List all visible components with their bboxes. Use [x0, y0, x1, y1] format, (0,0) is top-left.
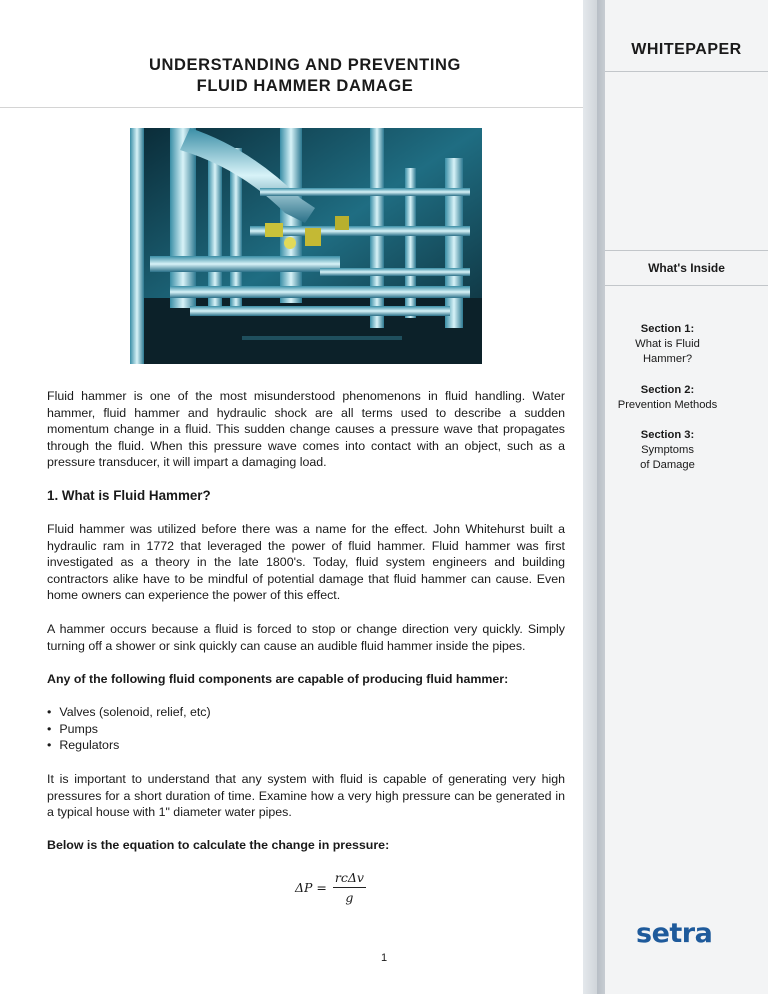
list-item: • Regulators	[47, 737, 211, 754]
list-item: • Valves (solenoid, relief, etc)	[47, 704, 211, 721]
title-line-1: UNDERSTANDING AND PREVENTING	[149, 56, 461, 74]
sidebar-section-3	[605, 428, 730, 473]
equation-numerator: rcΔv	[333, 870, 366, 888]
title-divider	[0, 107, 583, 108]
binding-band-light	[583, 0, 597, 994]
page-title	[100, 55, 510, 97]
binding-band-dark	[597, 0, 605, 994]
pressure-equation	[295, 870, 366, 905]
section-text: Prevention Methods	[617, 399, 718, 411]
equation-lhs: ΔP =	[295, 880, 327, 895]
list-item: • Pumps	[47, 721, 211, 738]
components-intro: Any of the following fluid components are capable of producing fluid hammer:	[47, 672, 509, 686]
section-heading: Section 2:	[640, 384, 695, 396]
sidebar	[605, 0, 768, 994]
section-text: What is Fluid Hammer?	[635, 338, 700, 365]
setra-logo	[636, 918, 712, 949]
equation-denominator: g	[345, 890, 354, 905]
whats-inside-title: What's Inside	[648, 261, 725, 275]
intro-paragraph: Fluid hammer is one of the most misunderstood phenomenons in fluid handling. Water hammer, fluid hammer and hydraulic shock are all terms used to describe a sudden momentum change in a fluid. This sudden change causes a pressure wave that propagates through the fluid. When this pressure wave comes into contact with an object, such as a pressure transducer, it will impart a damaging load.	[47, 389, 565, 470]
sidebar-section-2	[605, 383, 730, 413]
equation-fraction	[333, 870, 366, 905]
sidebar-divider	[605, 71, 768, 72]
section-heading: Section 1:	[640, 323, 695, 335]
section-heading: Section 3:	[640, 429, 695, 441]
industrial-pipes-photo	[130, 128, 482, 364]
title-line-2: FLUID HAMMER DAMAGE	[196, 77, 414, 95]
section-text: Symptoms of Damage	[640, 444, 695, 471]
sidebar-section-1	[605, 322, 730, 367]
section-1-paragraph-1: Fluid hammer was utilized before there was a name for the effect. John Whitehurst built a hydraulic ram in 1772 that leveraged the power of fluid hammer. Fluid hammer was first investigated as a theory in the late 1800's. Today, fluid system engineers and building contractors alike have to be mindful of potential damage that fluid hammer can cause. Even home owners can experience the power of this effect.	[47, 522, 565, 603]
page-number: 1	[381, 952, 388, 964]
section-1-paragraph-2: A hammer occurs because a fluid is forced to stop or change direction very quickly. Simply turning off a shower or sink quickly can cause an audible fluid hammer inside the pipes.	[47, 622, 565, 653]
logo-text: setra	[636, 918, 713, 949]
equation-label: Below is the equation to calculate the change in pressure:	[47, 838, 390, 852]
whitepaper-tag: WHITEPAPER	[631, 41, 742, 58]
section-1-paragraph-3: It is important to understand that any system with fluid is capable of generating very high pressures for a short duration of time. Examine how a very high pressure can be generated in a typical house with 1" diameter water pipes.	[47, 772, 565, 820]
section-1-heading: 1. What is Fluid Hammer?	[47, 488, 211, 503]
sidebar-divider	[605, 285, 768, 286]
sidebar-divider	[605, 250, 768, 251]
components-list	[47, 704, 211, 754]
